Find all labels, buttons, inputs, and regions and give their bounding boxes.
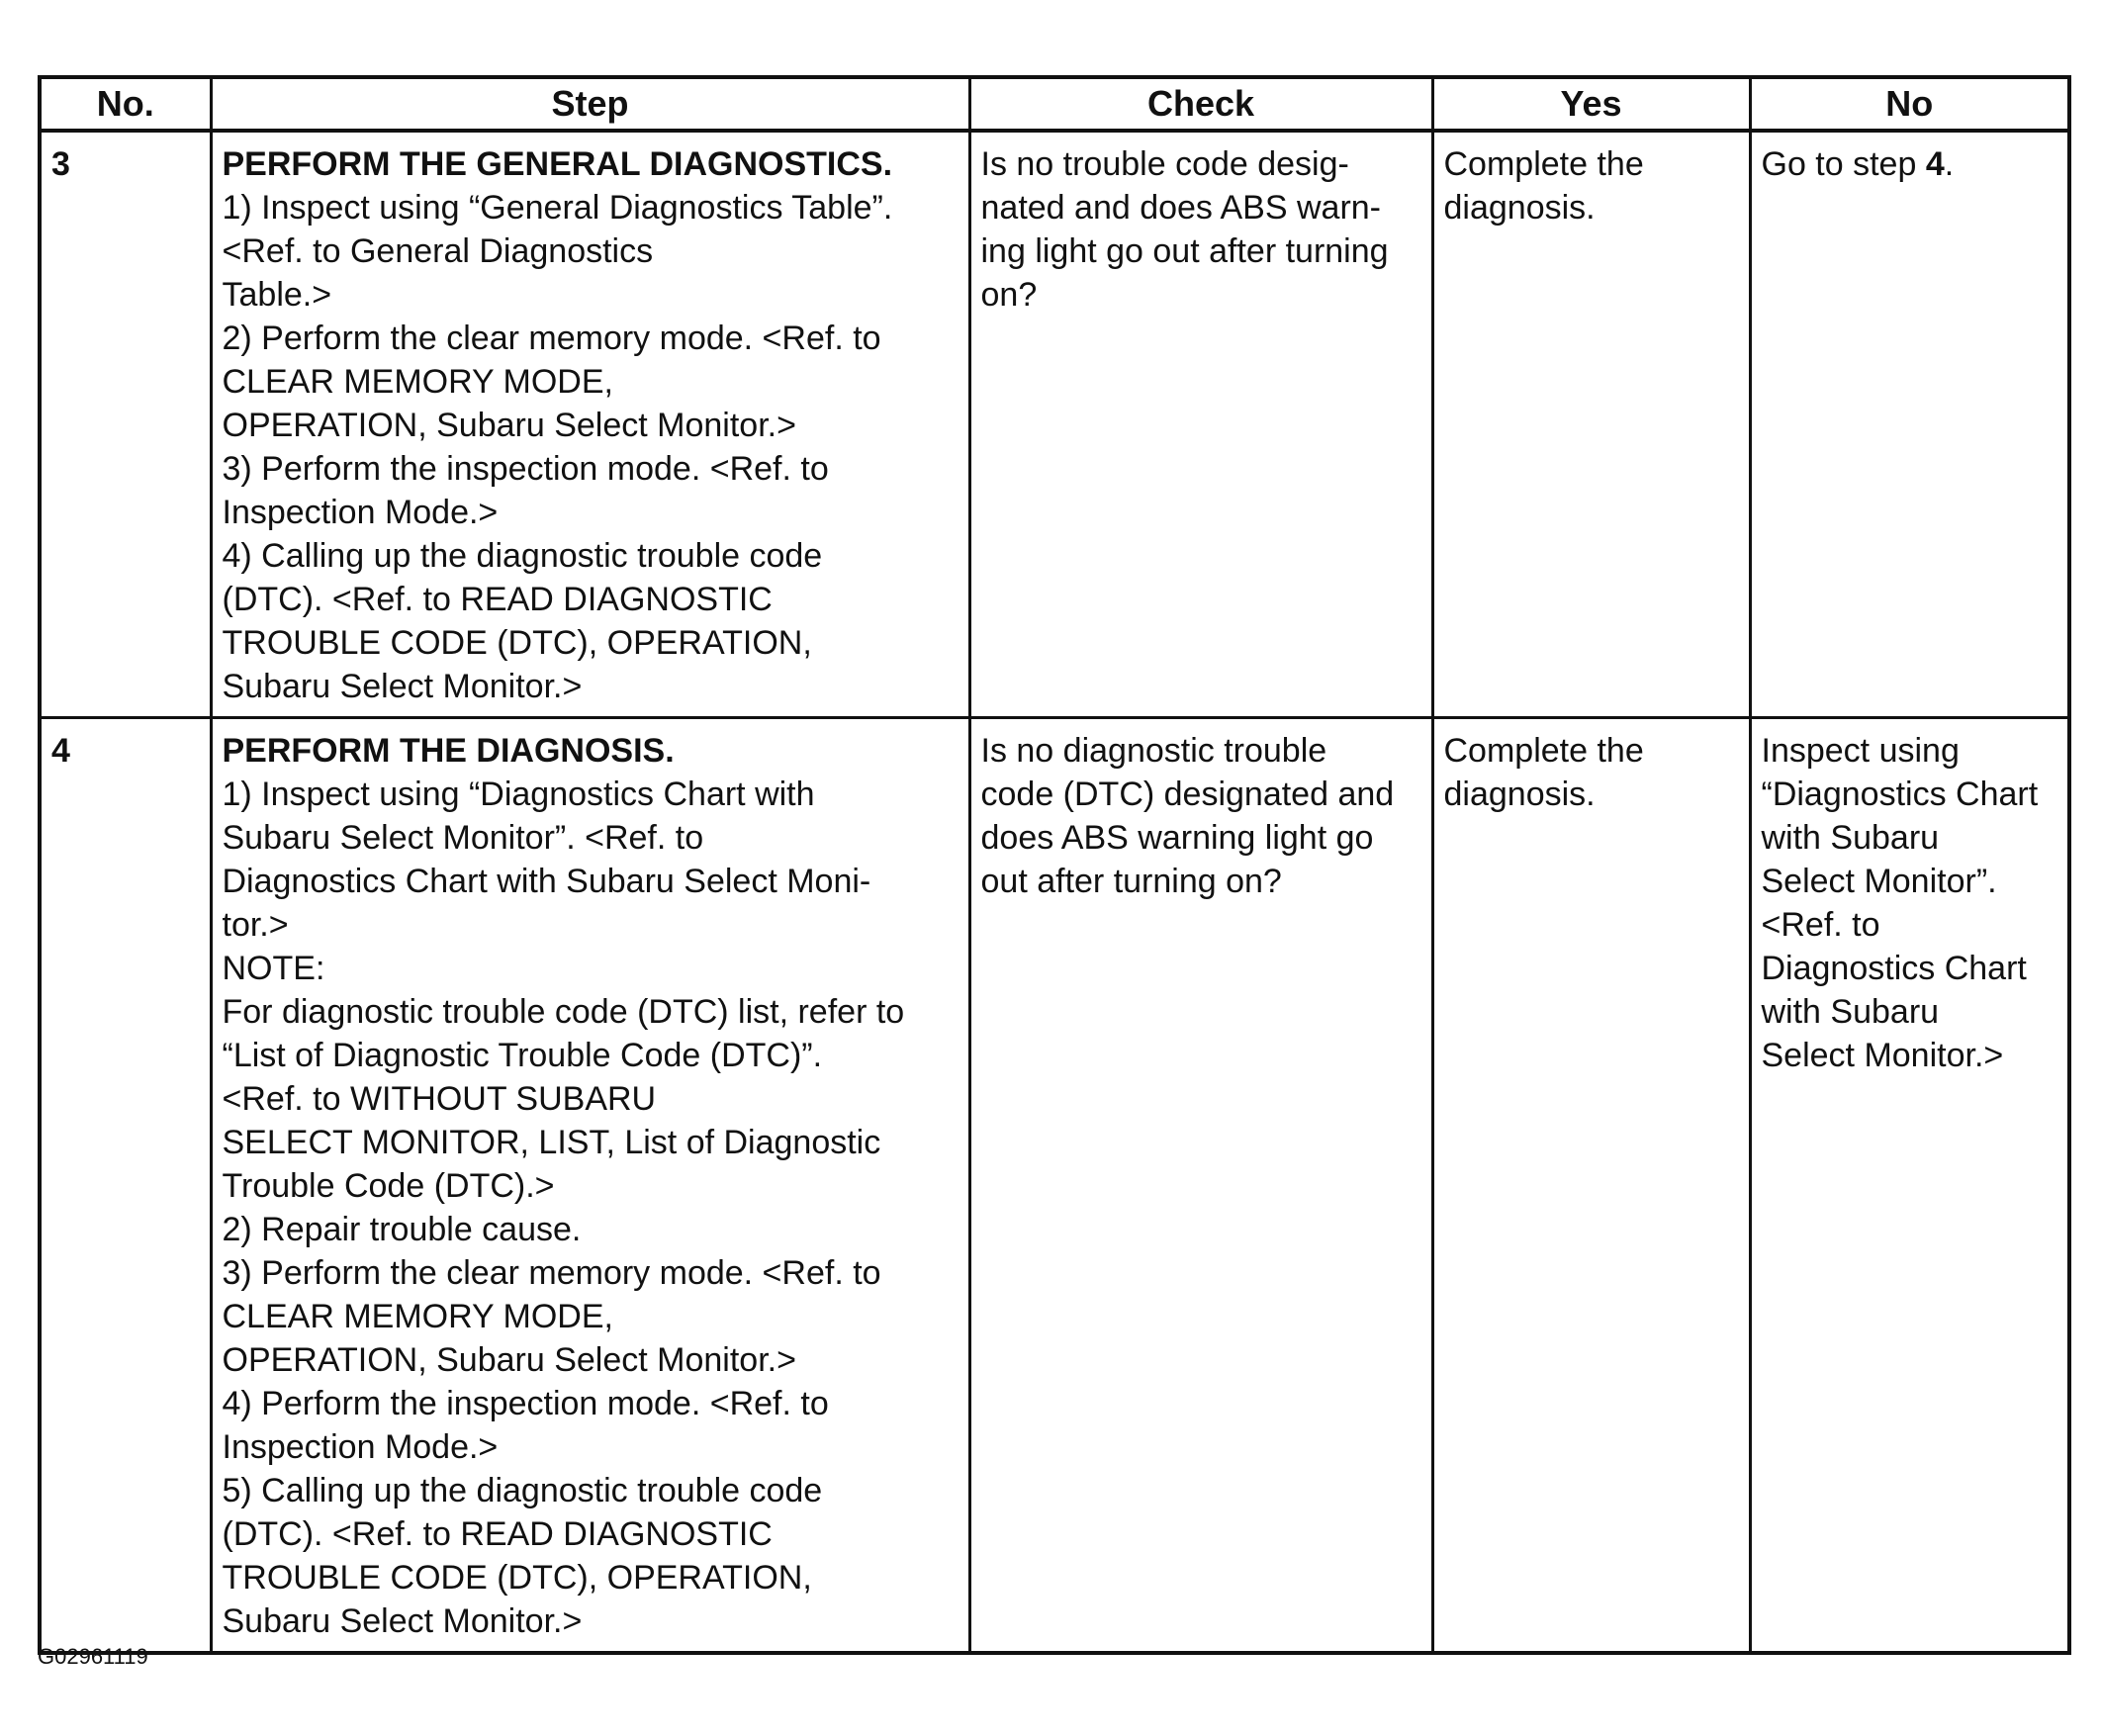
no-line: “Diagnostics Chart [1761,776,2039,813]
step-line: Subaru Select Monitor.> [222,668,583,705]
no-line: Select Monitor”. [1761,863,1997,900]
no-line: with Subaru [1761,819,1940,857]
no-line: Select Monitor.> [1761,1037,2004,1074]
yes-line: diagnosis. [1443,776,1596,813]
step-line: Trouble Code (DTC).> [222,1167,555,1205]
table-header-row [40,77,2069,131]
header-no: No. [40,77,211,131]
step-number: 3 [40,131,211,718]
yes-line: Complete the [1443,732,1644,770]
no-line: <Ref. to [1761,906,1880,944]
check-line: Is no diagnostic trouble [980,732,1327,770]
step-line: OPERATION, Subaru Select Monitor.> [222,1341,796,1379]
header-yes: Yes [1432,77,1750,131]
step-line: Subaru Select Monitor.> [222,1602,583,1640]
yes-line: diagnosis. [1443,189,1596,227]
step-line: (DTC). <Ref. to READ DIAGNOSTIC [222,581,773,618]
step-title: PERFORM THE GENERAL DIAGNOSTICS. [222,145,893,183]
step-line: SELECT MONITOR, LIST, List of Diagnostic [222,1124,881,1161]
check-line: ing light go out after turning [980,232,1389,270]
step-line: 5) Calling up the diagnostic trouble code [222,1472,823,1509]
check-cell [969,131,1432,718]
step-line: TROUBLE CODE (DTC), OPERATION, [222,624,812,662]
no-cell [1750,131,2069,718]
yes-line: Complete the [1443,145,1644,183]
step-line: 1) Inspect using “General Diagnostics Table”. [222,189,893,227]
yes-cell [1432,131,1750,718]
step-line: tor.> [222,906,289,944]
step-line: 3) Perform the inspection mode. <Ref. to [222,450,829,488]
step-line: TROUBLE CODE (DTC), OPERATION, [222,1559,812,1597]
figure-code: G02961119 [38,1644,148,1669]
step-line: 3) Perform the clear memory mode. <Ref. to [222,1254,881,1292]
step-line: (DTC). <Ref. to READ DIAGNOSTIC [222,1515,773,1553]
step-line: 2) Repair trouble cause. [222,1211,582,1248]
table-row [40,131,2069,718]
step-line: OPERATION, Subaru Select Monitor.> [222,407,796,444]
check-line: out after turning on? [980,863,1282,900]
check-line: Is no trouble code desig- [980,145,1349,183]
no-line: Inspect using [1761,732,1960,770]
header-step: Step [211,77,969,131]
go-to-step-number: 4 [1925,145,1945,183]
step-line: CLEAR MEMORY MODE, [222,363,613,401]
header-check: Check [969,77,1432,131]
check-line: does ABS warning light go [980,819,1374,857]
step-line: Inspection Mode.> [222,1428,499,1466]
step-line: Subaru Select Monitor”. <Ref. to [222,819,704,857]
yes-cell [1432,718,1750,1654]
step-title: PERFORM THE DIAGNOSIS. [222,732,675,770]
step-line: Diagnostics Chart with Subaru Select Moni- [222,863,871,900]
step-line: <Ref. to WITHOUT SUBARU [222,1080,657,1118]
step-line: 4) Perform the inspection mode. <Ref. to [222,1385,829,1422]
check-cell [969,718,1432,1654]
check-line: nated and does ABS warn- [980,189,1381,227]
step-line: Table.> [222,276,332,314]
step-line: 2) Perform the clear memory mode. <Ref. to [222,320,881,357]
no-cell [1750,718,2069,1654]
diagnostic-table [38,75,2071,1655]
no-line: Diagnostics Chart [1761,950,2027,987]
step-line: <Ref. to General Diagnostics [222,232,654,270]
no-suffix: . [1944,145,1955,183]
step-line: Inspection Mode.> [222,494,499,531]
step-line: “List of Diagnostic Trouble Code (DTC)”. [222,1037,823,1074]
no-line: with Subaru [1761,993,1940,1031]
step-line: 1) Inspect using “Diagnostics Chart with [222,776,815,813]
step-cell [211,718,969,1654]
step-number: 4 [40,718,211,1654]
no-prefix: Go to step [1761,145,1926,183]
step-line: NOTE: [222,950,325,987]
diagnostic-table-container [38,75,2067,1655]
step-cell [211,131,969,718]
step-line: CLEAR MEMORY MODE, [222,1298,613,1335]
header-no-result: No [1750,77,2069,131]
step-line: For diagnostic trouble code (DTC) list, refer to [222,993,905,1031]
no-line [1762,142,2058,186]
check-line: code (DTC) designated and [980,776,1395,813]
check-line: on? [980,276,1038,314]
step-line: 4) Calling up the diagnostic trouble code [222,537,823,575]
table-row [40,718,2069,1654]
